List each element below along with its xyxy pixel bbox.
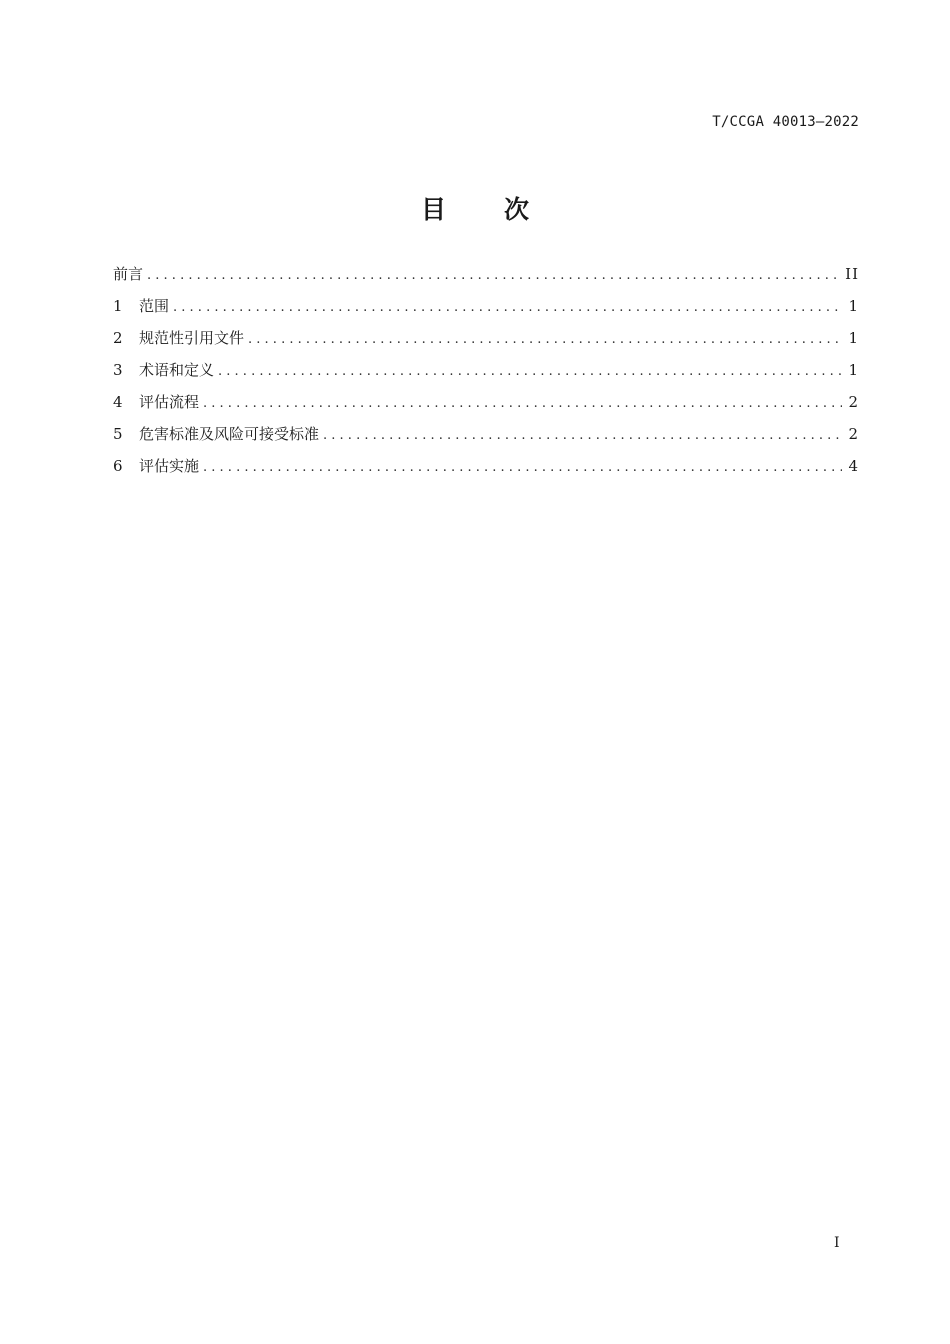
toc-entry-1[interactable] xyxy=(113,294,859,326)
toc-leader xyxy=(203,454,842,480)
toc-leader xyxy=(203,390,842,416)
toc-entry-number: 3 xyxy=(113,361,123,379)
toc-leader xyxy=(323,422,842,448)
page-number: I xyxy=(834,1235,840,1251)
toc-title xyxy=(0,190,950,226)
toc-entry-label: 评估实施 xyxy=(139,457,200,475)
toc-entry-page: II xyxy=(845,265,859,283)
toc-leader xyxy=(147,262,839,288)
toc-leader xyxy=(218,358,842,384)
toc-title-char-1: 目 xyxy=(420,195,446,224)
toc-entry-label: 前言 xyxy=(113,265,144,283)
toc-entry-label: 规范性引用文件 xyxy=(139,329,245,347)
toc-leader xyxy=(248,326,842,352)
toc-entry-label: 评估流程 xyxy=(139,393,200,411)
toc-entry-page: 1 xyxy=(848,329,859,347)
toc-entry-foreword[interactable] xyxy=(113,262,859,294)
toc-entry-number: 5 xyxy=(113,425,123,443)
toc-entry-5[interactable] xyxy=(113,422,859,454)
toc-entry-number: 1 xyxy=(113,297,123,315)
toc-entry-4[interactable] xyxy=(113,390,859,422)
standard-code: T/CCGA 40013—2022 xyxy=(712,114,859,130)
toc-entry-page: 4 xyxy=(848,457,859,475)
toc-entry-3[interactable] xyxy=(113,358,859,390)
toc-entry-page: 1 xyxy=(848,297,859,315)
toc-entry-number: 2 xyxy=(113,329,123,347)
toc-title-char-2: 次 xyxy=(504,195,530,224)
toc-entry-page: 2 xyxy=(848,425,859,443)
toc-entry-page: 2 xyxy=(848,393,859,411)
toc-leader xyxy=(173,294,842,320)
toc-entry-number: 4 xyxy=(113,393,123,411)
toc-entry-page: 1 xyxy=(848,361,859,379)
toc-entry-label: 范围 xyxy=(139,297,170,315)
toc-entry-number: 6 xyxy=(113,457,123,475)
toc-entry-6[interactable] xyxy=(113,454,859,486)
table-of-contents xyxy=(113,262,859,486)
toc-entry-label: 危害标准及风险可接受标准 xyxy=(139,425,320,443)
toc-entry-2[interactable] xyxy=(113,326,859,358)
toc-entry-label: 术语和定义 xyxy=(139,361,215,379)
